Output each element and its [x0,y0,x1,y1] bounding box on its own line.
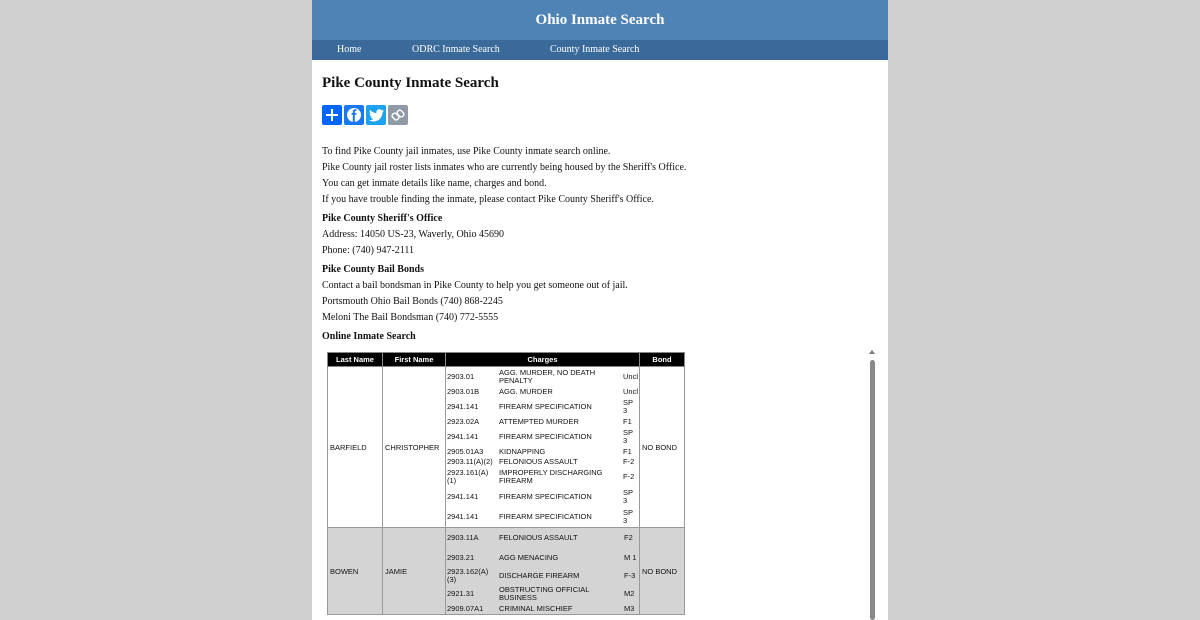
intro-line: You can get inmate details like name, charges and bond. [322,178,547,189]
charge-level: M2 [624,589,635,598]
bail-line: Meloni The Bail Bondsman (740) 772-5555 [322,312,499,323]
charge-level: F1 [622,417,632,426]
charge-description: ATTEMPTED MURDER [499,417,579,426]
charge-code: 2923.162(A)(3) [447,567,489,584]
bond-cell: NO BOND [640,367,685,528]
charge-row [446,604,639,614]
charge-row [446,427,639,447]
site-header [312,0,888,40]
charge-code: 2923.02A [447,417,480,426]
nav-odrc-inmate-search[interactable]: ODRC Inmate Search [412,44,500,55]
online-search-heading: Online Inmate Search [322,331,416,342]
info-text [322,144,686,345]
charge-description: FIREARM SPECIFICATION [499,432,592,441]
charge-row [446,487,639,507]
charge-level: F-2 [622,472,635,481]
charge-level: F-2 [622,457,635,466]
charge-description: FIREARM SPECIFICATION [499,492,592,501]
first-name-cell: CHRISTOPHER [383,367,446,528]
charge-level: F2 [624,533,633,542]
share-buttons [322,105,408,125]
bond-cell: NO BOND [640,528,685,615]
charge-description: OBSTRUCTING OFFICIAL BUSINESS [499,585,590,602]
charge-description: DISCHARGE FIREARM [499,571,580,580]
charge-row [446,568,639,584]
charge-code: 2921.31 [447,589,475,598]
page-title: Pike County Inmate Search [322,75,499,91]
charge-row [446,584,639,604]
charge-code: 2941.141 [447,432,479,441]
facebook-icon[interactable] [344,105,364,125]
charges-cell [446,528,640,615]
nav-county-inmate-search[interactable]: County Inmate Search [550,44,640,55]
charge-code: 2903.01 [447,372,475,381]
charge-description: AGG. MURDER [499,387,553,396]
charge-row [446,548,639,568]
charge-code: 2909.07A1 [447,604,484,613]
charge-description: AGG MENACING [499,553,559,562]
header-last-name: Last Name [328,353,383,367]
table-row [328,367,685,528]
charge-row [446,397,639,417]
charge-description: KIDNAPPING [499,447,546,456]
bail-line: Contact a bail bondsman in Pike County to help you get someone out of jail. [322,280,628,291]
header-bond: Bond [640,353,685,367]
header-charges: Charges [446,353,640,367]
charge-row [446,387,639,397]
share-plus-icon[interactable] [322,105,342,125]
charge-description: AGG. MURDER, NO DEATH PENALTY [499,368,596,385]
table-row [328,528,685,615]
charge-level: Uncl [622,387,638,396]
intro-line: If you have trouble finding the inmate, please contact Pike County Sheriff's Office. [322,194,654,205]
intro-line: Pike County jail roster lists inmates who are currently being housed by the Sheriff's Office. [322,162,687,173]
sheriff-heading: Pike County Sheriff's Office [322,213,443,224]
first-name-cell: JAMIE [383,528,446,615]
charge-level: F-3 [624,571,636,580]
scroll-up-arrow-icon[interactable] [869,350,875,354]
charge-row [446,457,639,467]
scrollbar-thumb[interactable] [870,360,875,620]
charge-level: SP 3 [622,508,633,525]
charge-row [446,467,639,487]
page [312,0,888,620]
charge-code: 2923.161(A)(1) [447,468,489,485]
charge-row [446,528,639,548]
bail-heading: Pike County Bail Bonds [322,264,424,275]
charge-level: SP 3 [622,488,633,505]
charge-description: IMPROPERLY DISCHARGING FIREARM [499,468,603,485]
charge-description: FIREARM SPECIFICATION [499,512,592,521]
charge-description: CRIMINAL MISCHIEF [499,604,573,613]
charge-code: 2905.01A3 [447,447,484,456]
inmate-table-container [327,352,685,615]
inmate-table [327,352,685,615]
charge-description: FELONIOUS ASSAULT [499,457,578,466]
intro-line: To find Pike County jail inmates, use Pike County inmate search online. [322,146,611,157]
charge-code: 2903.01B [447,387,480,396]
table-header-row [328,353,685,367]
charge-row [446,507,639,527]
twitter-icon[interactable] [366,105,386,125]
charge-row [446,447,639,457]
last-name-cell: BARFIELD [328,367,383,528]
charge-description: FIREARM SPECIFICATION [499,402,592,411]
nav-bar [312,40,888,60]
charge-level: M 1 [624,553,637,562]
charges-cell [446,367,640,528]
site-title[interactable]: Ohio Inmate Search [535,12,665,28]
charge-level: SP 3 [622,428,633,445]
last-name-cell: BOWEN [328,528,383,615]
charge-code: 2941.141 [447,492,479,501]
charge-level: F1 [622,447,632,456]
charge-code: 2903.11(A)(2) [447,457,493,466]
charge-description: FELONIOUS ASSAULT [499,533,578,542]
charge-code: 2941.141 [447,402,479,411]
charge-row [446,417,639,427]
charge-level: M3 [624,604,635,613]
charge-code: 2941.141 [447,512,479,521]
sheriff-phone: Phone: (740) 947-2111 [322,245,415,256]
nav-home[interactable]: Home [337,44,362,55]
sheriff-address: Address: 14050 US-23, Waverly, Ohio 45690 [322,229,504,240]
copy-link-icon[interactable] [388,105,408,125]
charge-code: 2903.11A [447,533,479,542]
bail-line: Portsmouth Ohio Bail Bonds (740) 868-2245 [322,296,503,307]
header-first-name: First Name [383,353,446,367]
charge-level: SP 3 [622,398,633,415]
charge-code: 2903.21 [447,553,475,562]
charge-row [446,367,639,387]
charge-level: Uncl [622,372,638,381]
